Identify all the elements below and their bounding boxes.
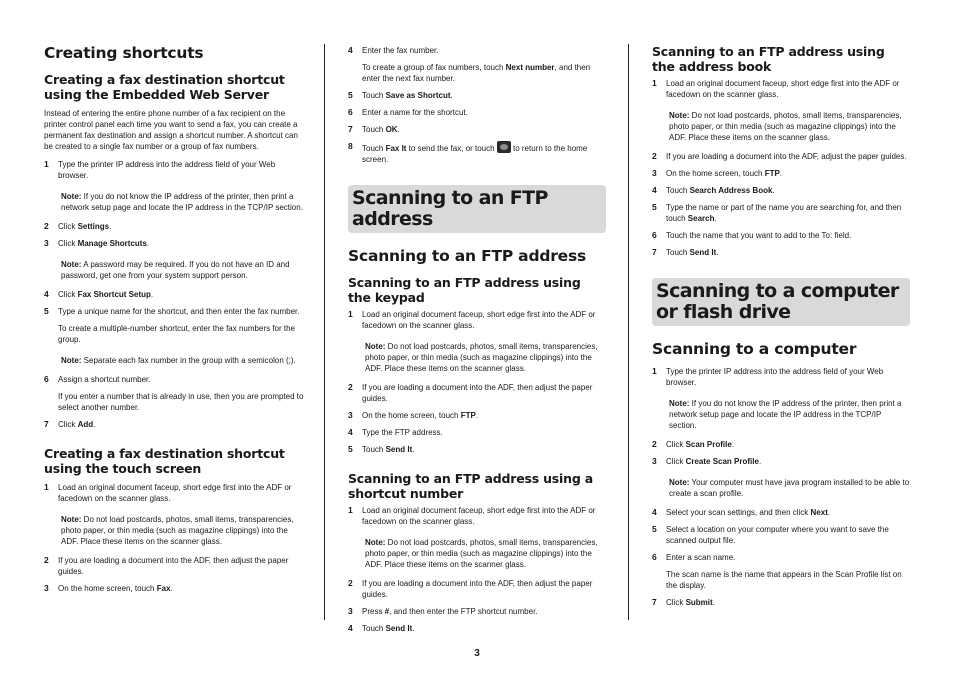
step-8: 8 Touch Fax It to send the fax, or touch to return to the home screen. <box>348 141 588 164</box>
subsection-title-ftp-address-book: Scanning to an FTP address using the address book <box>652 44 885 74</box>
step-5: 5 Touch Save as Shortcut. <box>348 90 453 100</box>
chapter-banner-ftp: Scanning to an FTP address <box>348 185 606 233</box>
step-4: 4 Enter the fax number. <box>348 45 439 55</box>
step-4: 4 Select your scan settings, and then click Next. <box>652 507 831 517</box>
step-6: 6 Assign a shortcut number. <box>44 374 151 384</box>
section-title-ftp: Scanning to an FTP address <box>348 247 587 265</box>
note: Note: If you do not know the IP address of the printer, then print a network setup page and locate the IP address in the TCP/IP section. <box>61 192 303 212</box>
step-detail: To create a group of fax numbers, touch Next number, and then enter the next fax number. <box>362 63 591 83</box>
column-divider-right <box>628 44 629 620</box>
step-6: 6 Enter a scan name. <box>652 552 736 562</box>
note: Note: Do not load postcards, photos, small items, transparencies, photo paper, or thin media (such as magazine clippings) into the ADF. Place these items on the scanner glass. <box>365 538 598 569</box>
step-3: 3 Press #, and then enter the FTP shortcut number. <box>348 606 538 616</box>
step-2: 2 Click Settings. <box>44 221 112 231</box>
step-5: 5 Touch Send It. <box>348 444 415 454</box>
step-detail: The scan name is the name that appears in the Scan Profile list on the display. <box>666 570 902 590</box>
note: Note: Your computer must have java program installed to be able to create a scan profile. <box>669 478 910 498</box>
step-4: 4 Type the FTP address. <box>348 427 443 437</box>
step-1: 1 Type the printer IP address into the address field of your Web browser. <box>652 366 884 387</box>
note: Note: Do not load postcards, photos, small items, transparencies, photo paper, or thin media (such as magazine clippings) into the ADF. Place these items on the scanner glass. <box>669 111 902 142</box>
step-detail: To create a multiple-number shortcut, enter the fax numbers for the group. <box>58 324 296 344</box>
note: Note: If you do not know the IP address of the printer, then print a network setup page and locate the IP address in the TCP/IP section. <box>669 399 902 430</box>
note: Note: Do not load postcards, photos, small items, transparencies, photo paper, or thin media (such as magazine clippings) into the ADF. Place these items on the scanner glass. <box>61 515 294 546</box>
step-3: 3 On the home screen, touch FTP. <box>348 410 479 420</box>
step-6: 6 Enter a name for the shortcut. <box>348 107 468 117</box>
note: Note: A password may be required. If you do not have an ID and password, get one from your system support person. <box>61 260 290 280</box>
column-1 <box>44 40 306 600</box>
step-1: 1 Type the printer IP address into the address field of your Web browser. <box>44 159 276 180</box>
step-7: 7 Click Add. <box>44 419 96 429</box>
step-5: 5 Type the name or part of the name you are searching for, and then touch Search. <box>652 202 902 223</box>
home-icon <box>497 141 511 153</box>
column-divider-left <box>324 44 325 620</box>
step-2: 2 If you are loading a document into the ADF, then adjust the paper guides. <box>348 578 593 599</box>
section-title-computer: Scanning to a computer <box>652 340 857 358</box>
step-4: 4 Touch Send It. <box>348 623 415 633</box>
step-6: 6 Touch the name that you want to add to the To: field. <box>652 230 852 240</box>
subsection-title-ftp-shortcut: Scanning to an FTP address using a shortcut number <box>348 471 593 501</box>
note: Note: Separate each fax number in the group with a semicolon (;). <box>61 356 296 365</box>
step-7: 7 Touch Send It. <box>652 247 719 257</box>
column-3 <box>652 40 910 614</box>
intro-paragraph: Instead of entering the entire phone number of a fax recipient on the printer control panel each time you want to send a fax, you can create a permanent fax destination and assign a shortcut number. A shortcut can be created to a single fax number or a group of fax numbers. <box>44 109 298 151</box>
step-2: 2 Click Scan Profile. <box>652 439 735 449</box>
step-1: 1 Load an original document faceup, short edge first into the ADF or facedown on the scanner glass. <box>348 505 596 526</box>
step-1: 1 Load an original document faceup, short edge first into the ADF or facedown on the scanner glass. <box>348 309 596 330</box>
step-2: 2 If you are loading a document into the ADF, adjust the paper guides. <box>652 151 907 161</box>
section-title-creating-shortcuts: Creating shortcuts <box>44 44 204 62</box>
step-7: 7 Click Submit. <box>652 597 715 607</box>
step-2: 2 If you are loading a document into the ADF, then adjust the paper guides. <box>348 382 593 403</box>
step-1: 1 Load an original document faceup, short edge first into the ADF or facedown on the scanner glass. <box>44 482 292 503</box>
step-5: 5 Select a location on your computer where you want to save the scanned output file. <box>652 524 889 545</box>
step-3: 3 Click Manage Shortcuts. <box>44 238 150 248</box>
step-3: 3 On the home screen, touch FTP. <box>652 168 783 178</box>
step-2: 2 If you are loading a document into the ADF, then adjust the paper guides. <box>44 555 289 576</box>
step-1: 1 Load an original document faceup, short edge first into the ADF or facedown on the scanner glass. <box>652 78 900 99</box>
column-2 <box>348 45 606 640</box>
step-3: 3 On the home screen, touch Fax. <box>44 583 173 593</box>
subsection-title-touchscreen-shortcut: Creating a fax destination shortcut using the touch screen <box>44 446 285 476</box>
page-number: 3 <box>474 648 480 659</box>
step-4: 4 Touch Search Address Book. <box>652 185 775 195</box>
subsection-title-ews-shortcut: Creating a fax destination shortcut using the Embedded Web Server <box>44 72 285 102</box>
note: Note: Do not load postcards, photos, small items, transparencies, photo paper, or thin media (such as magazine clippings) into the ADF. Place these items on the scanner glass. <box>365 342 598 373</box>
step-detail: If you enter a number that is already in use, then you are prompted to select another number. <box>58 392 304 412</box>
step-5: 5 Type a unique name for the shortcut, and then enter the fax number. <box>44 306 300 316</box>
subsection-title-ftp-keypad: Scanning to an FTP address using the keypad <box>348 275 581 305</box>
step-3: 3 Click Create Scan Profile. <box>652 456 762 466</box>
chapter-banner-computer: Scanning to a computer or flash drive <box>652 278 910 326</box>
step-7: 7 Touch OK. <box>348 124 400 134</box>
step-4: 4 Click Fax Shortcut Setup. <box>44 289 154 299</box>
